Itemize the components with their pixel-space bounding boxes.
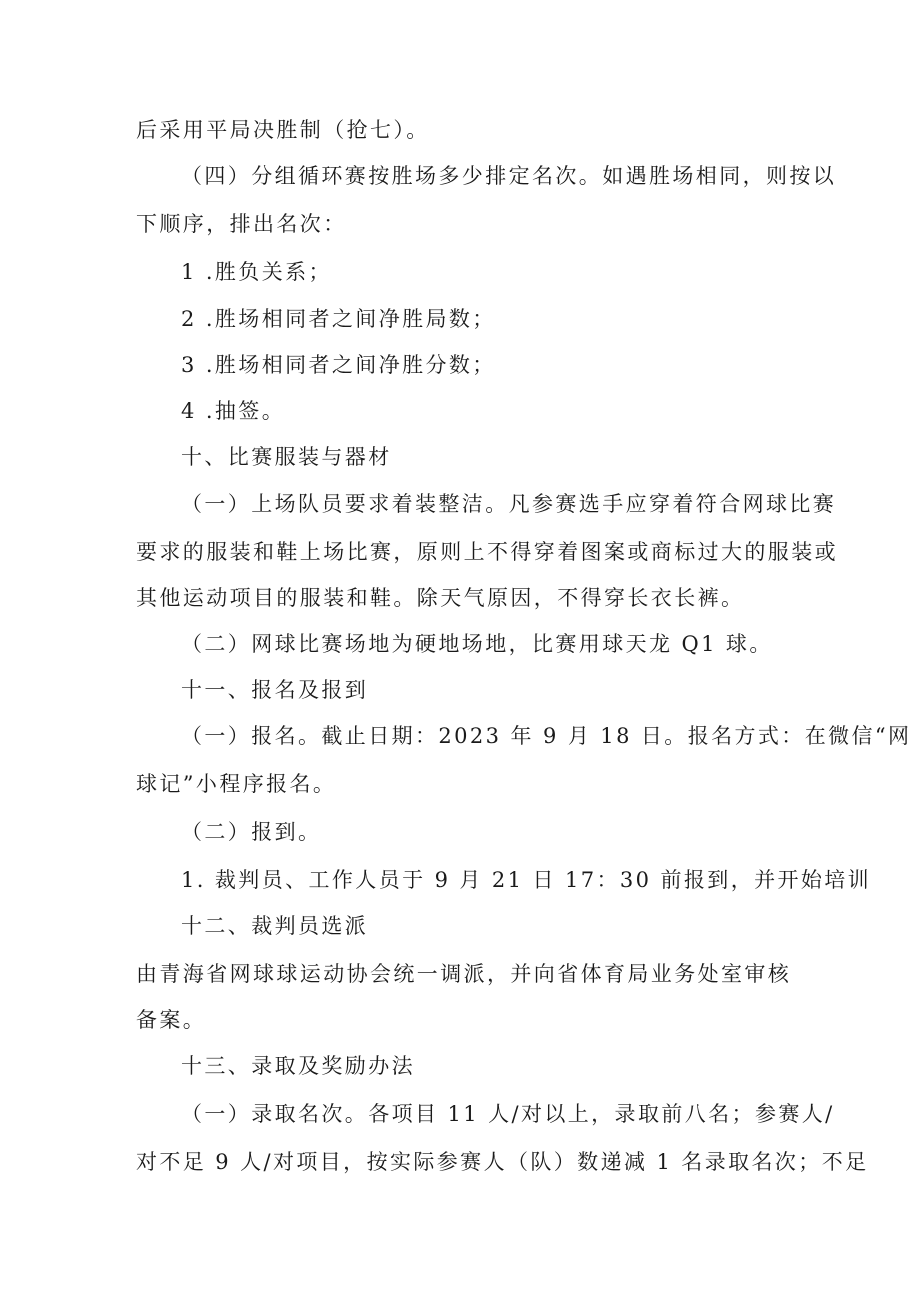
text-line-23: 对不足 9 人/对项目，按实际参赛人（队）数递减 1 名录取名次；不足 (136, 1150, 869, 1174)
section-heading-13: 十三、录取及奖励办法 (181, 1054, 415, 1078)
text-line-4: 1 .胜负关系； (181, 260, 332, 284)
text-line-5: 2 .胜场相同者之间净胜局数； (181, 307, 496, 331)
text-line-14: （一）报名。截止日期：2023 年 9 月 18 日。报名方式：在微信“网 (181, 724, 912, 748)
text-line-17: 1. 裁判员、工作人员于 9 月 21 日 17：30 前报到，并开始培训 (181, 868, 872, 892)
section-heading-10: 十、比赛服装与器材 (181, 445, 392, 469)
text-line-16: （二）报到。 (181, 820, 322, 844)
text-line-11: 其他运动项目的服装和鞋。除天气原因，不得穿长衣长裤。 (136, 586, 745, 610)
text-line-22: （一）录取名次。各项目 11 人/对以上，录取前八名；参赛人/ (181, 1102, 835, 1126)
text-line-15: 球记”小程序报名。 (136, 772, 337, 796)
text-line-20: 备案。 (136, 1008, 207, 1032)
text-line-12: （二）网球比赛场地为硬地场地，比赛用球天龙 Q1 球。 (181, 632, 773, 656)
text-line-1: 后采用平局决胜制（抢七）。 (136, 118, 430, 142)
section-heading-11: 十一、报名及报到 (181, 678, 369, 702)
text-line-6: 3 .胜场相同者之间净胜分数； (181, 353, 496, 377)
section-heading-12: 十二、裁判员选派 (181, 914, 369, 938)
text-line-7: 4 .抽签。 (181, 399, 286, 423)
text-line-2: （四）分组循环赛按胜场多少排定名次。如遇胜场相同，则按以 (181, 164, 837, 188)
text-line-9: （一）上场队员要求着装整洁。凡参赛选手应穿着符合网球比赛 (181, 492, 837, 516)
text-line-10: 要求的服装和鞋上场比赛，原则上不得穿着图案或商标过大的服装或 (136, 540, 838, 564)
text-line-19: 由青海省网球球运动协会统一调派，并向省体育局业务处室审核 (136, 962, 792, 986)
text-line-3: 下顺序，排出名次： (136, 212, 347, 236)
